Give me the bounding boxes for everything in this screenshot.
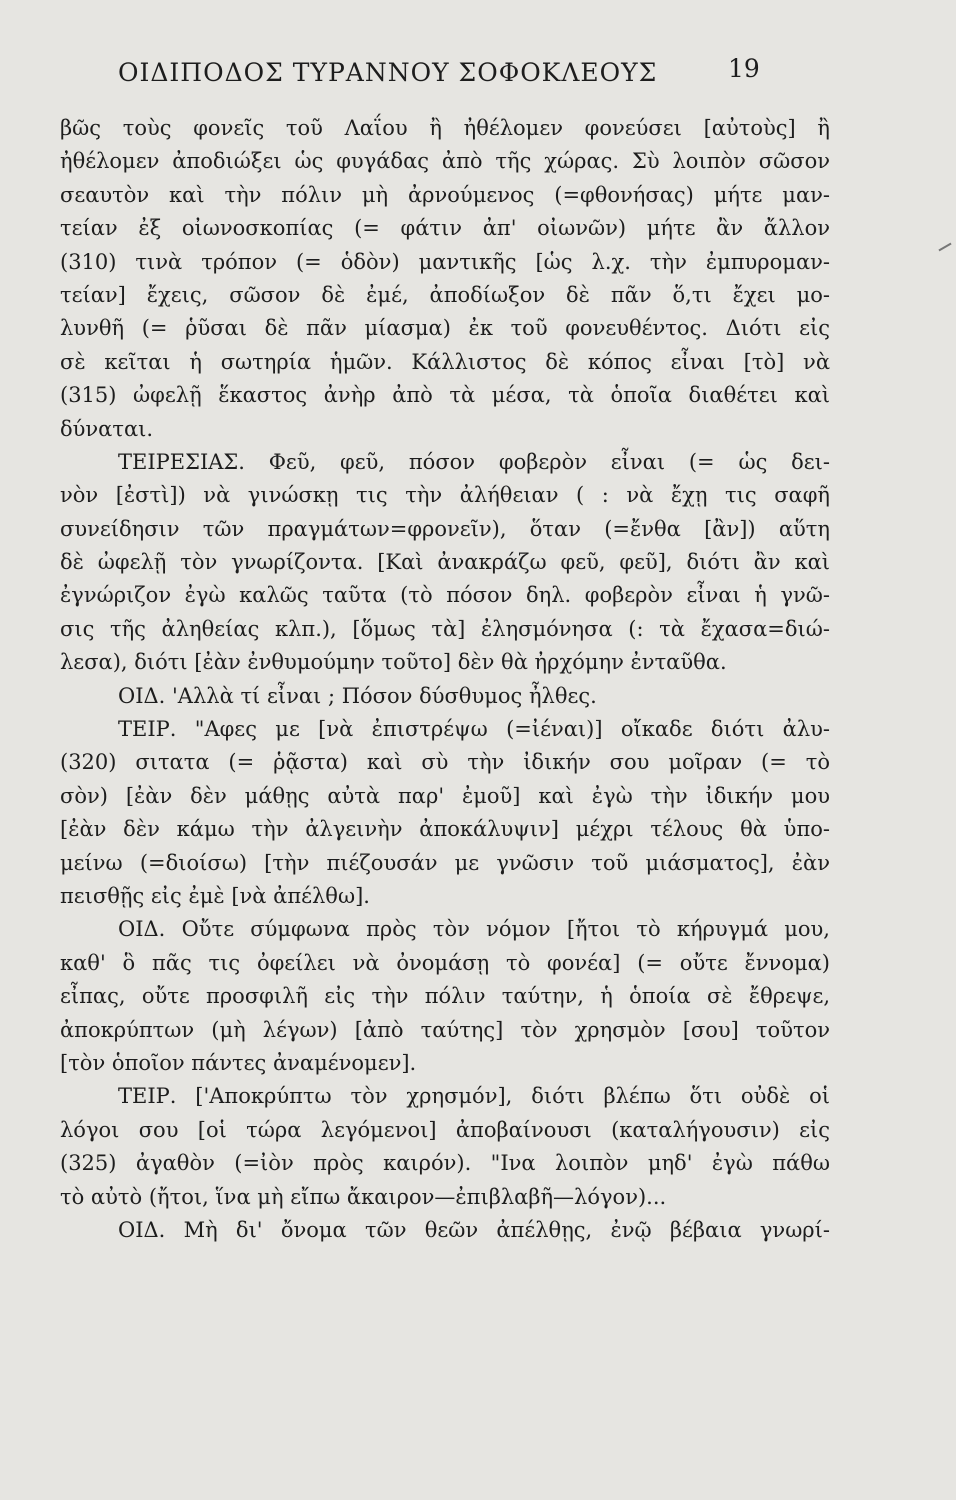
text-line: (310) τινὰ τρόπον (= ὁδὸν) μαντικῆς [ὡς λ.χ. τὴν ἐμπυρομαν- xyxy=(60,249,830,274)
running-title: ΟΙΔΙΠΟΔΟΣ ΤΥΡΑΝΝΟΥ ΣΟΦΟΚΛΕΟΥΣ xyxy=(118,58,658,87)
speaker-line: ΤΕΙΡ. "Αφες με [νὰ ἐπιστρέψω (=ἰέναι)] οἴκαδε διότι ἀλυ- xyxy=(118,717,830,742)
text-line: τείαν] ἔχεις, σῶσον δὲ ἐμέ, ἀποδίωξον δὲ πᾶν ὅ,τι ἔχει μο- xyxy=(60,282,830,307)
text-line: σὸν) [ἐὰν δὲν μάθῃς αὐτὰ παρ' ἐμοῦ] καὶ ἐγὼ τὴν ἰδικήν μου xyxy=(60,783,830,808)
text-line: δὲ ὠφελῇ τὸν γνωρίζοντα. [Καὶ ἀνακράζω φεῦ, φεῦ], διότι ἂν καὶ xyxy=(60,550,830,575)
text-line: σὲ κεῖται ἡ σωτηρία ἡμῶν. Κάλλιστος δὲ κόπος εἶναι [τὸ] νὰ xyxy=(60,349,830,374)
text-line: [τὸν ὁποῖον πάντες ἀναμένομεν]. xyxy=(60,1050,417,1075)
running-header xyxy=(118,54,778,98)
text-line: δύναται. xyxy=(60,416,154,441)
text-line: πεισθῇς εἰς ἐμὲ [νὰ ἀπέλθω]. xyxy=(60,883,370,908)
text-body xyxy=(60,112,830,1247)
text-line: σεαυτὸν καὶ τὴν πόλιν μὴ ἀρνούμενος (=φθονήσας) μήτε μαν- xyxy=(60,182,830,207)
text-line: λόγοι σου [οἱ τώρα λεγόμενοι] ἀποβαίνουσι (καταλήγουσιν) εἰς xyxy=(60,1117,830,1142)
text-line: νὸν [ἐστὶ]) νὰ γινώσκῃ τις τὴν ἀλήθειαν ( : νὰ ἔχῃ τις σαφῆ xyxy=(60,483,830,508)
text-line: ἠθέλομεν ἀποδιώξει ὡς φυγάδας ἀπὸ τῆς χώρας. Σὺ λοιπὸν σῶσον xyxy=(60,149,830,174)
text-line: λεσα), διότι [ἐὰν ἐνθυμούμην τοῦτο] δὲν θὰ ἠρχόμην ἐνταῦθα. xyxy=(60,650,727,675)
text-line: ἀποκρύπτων (μὴ λέγων) [ἀπὸ ταύτης] τὸν χρησμὸν [σου] τοῦτον xyxy=(60,1017,830,1042)
text-line: εἶπας, οὔτε προσφιλῆ εἰς τὴν πόλιν ταύτην, ἡ ὁποία σὲ ἔθρεψε, xyxy=(60,984,830,1009)
speaker-line: ΟΙΔ. Μὴ δι' ὄνομα τῶν θεῶν ἀπέλθῃς, ἐνῷ βέβαια γνωρί- xyxy=(118,1217,830,1242)
text-line: καθ' ὃ πᾶς τις ὀφείλει νὰ ὀνομάσῃ τὸ φονέα] (= οὔτε ἔννομα) xyxy=(60,950,830,975)
text-line: [ἐὰν δὲν κάμω τὴν ἀλγεινὴν ἀποκάλυψιν] μέχρι τέλους θὰ ὑπο- xyxy=(60,817,830,842)
speaker-line: ΤΕΙΡ. ['Αποκρύπτω τὸν χρησμόν], διότι βλέπω ὅτι οὐδὲ οἱ xyxy=(118,1084,830,1109)
margin-pencil-mark xyxy=(938,243,951,252)
speaker-line: ΤΕΙΡΕΣΙΑΣ. Φεῦ, φεῦ, πόσον φοβερὸν εἶναι (= ὡς δει- xyxy=(118,449,830,474)
text-line: ἐγνώριζον ἐγὼ καλῶς ταῦτα (τὸ πόσον δηλ. φοβερὸν εἶναι ἡ γνῶ- xyxy=(60,583,830,608)
text-line: (315) ὠφελῇ ἕκαστος ἀνὴρ ἀπὸ τὰ μέσα, τὰ ὁποῖα διαθέτει καὶ xyxy=(60,383,830,408)
text-line: τὸ αὐτὸ (ἤτοι, ἵνα μὴ εἴπω ἄκαιρον—ἐπιβλαβῆ—λόγον)... xyxy=(60,1184,667,1209)
text-line: (325) ἀγαθὸν (=ἰὸν πρὸς καιρόν). "Ινα λοιπὸν μηδ' ἐγὼ πάθω xyxy=(60,1151,830,1176)
speaker-line: ΟΙΔ. 'Αλλὰ τί εἶναι ; Πόσον δύσθυμος ἦλθες. xyxy=(118,683,597,708)
text-line: μείνω (=διοίσω) [τὴν πιέζουσάν με γνῶσιν τοῦ μιάσματος], ἐὰν xyxy=(60,850,830,875)
text-line: βῶς τοὺς φονεῖς τοῦ Λαΐου ἢ ἠθέλομεν φονεύσει [αὐτοὺς] ἢ xyxy=(60,116,830,140)
text-line: τείαν ἐξ οἰωνοσκοπίας (= φάτιν ἀπ' οἰωνῶν) μήτε ἂν ἄλλον xyxy=(60,216,830,241)
speaker-line: ΟΙΔ. Οὔτε σύμφωνα πρὸς τὸν νόμον [ἤτοι τὸ κήρυγμά μου, xyxy=(118,917,830,942)
text-line: λυνθῆ (= ῥῦσαι δὲ πᾶν μίασμα) ἐκ τοῦ φονευθέντος. Διότι εἰς xyxy=(60,316,830,341)
text-line: σις τῆς ἀληθείας κλπ.), [ὅμως τὰ] ἐλησμόνησα (: τὰ ἔχασα=διώ- xyxy=(60,616,830,641)
text-line: (320) σιτατα (= ῥᾷστα) καὶ σὺ τὴν ἰδικήν σου μοῖραν (= τὸ xyxy=(60,750,830,775)
text-line: συνείδησιν τῶν πραγμάτων=φρονεῖν), ὅταν (=ἔνθα [ἂν]) αὕτη xyxy=(60,516,830,541)
page-number: 19 xyxy=(728,54,760,83)
